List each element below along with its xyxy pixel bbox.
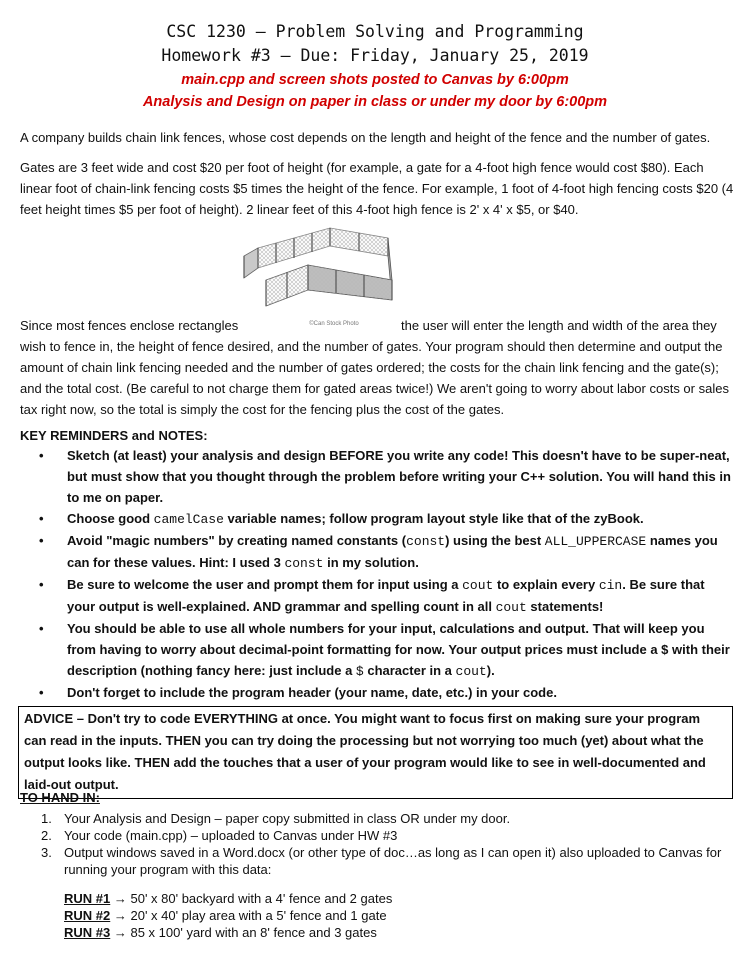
key-reminders-heading: KEY REMINDERS and NOTES: [20,428,208,443]
key-reminders-list [20,445,736,703]
run-item: RUN #1 → 50' x 80' backyard with a 4' fence and 2 gates [64,891,393,906]
fence-image [238,220,398,330]
bullet-icon: • [39,448,44,463]
code-camelcase: camelCase [153,512,224,527]
since-start: Since most fences enclose rectangles [20,318,239,333]
code-all-uppercase: ALL_UPPERCASE [544,534,647,549]
bullet-icon: • [39,621,44,636]
bullet-icon: • [39,577,44,592]
code-cout: cout [495,600,527,615]
list-item: 1. Your Analysis and Design – paper copy submitted in class OR under my door. [41,811,511,826]
image-watermark: ©Can Stock Photo [309,321,359,327]
gates-paragraph: Gates are 3 feet wide and cost $20 per foot of height (for example, a gate for a 4-foot high fence would cost $80). Each linear foot of chain-link fencing costs $5 times the height of the fence. For example, 1 foot of 4-foot high fencing costs $20 (4 feet height times $5 per foot of height). 2 linear feet of this 4-foot high fence is 2' x 4' x $5, or $40. [20,160,734,217]
arrow-icon: → [113,891,127,906]
list-item: 2. Your code (main.cpp) – uploaded to Canvas under HW #3 [41,828,398,843]
list-item: • You should be able to use all whole numbers for your input, calculations and output. That will keep you from having to worry about decimal-point formatting for now. Your output prices must include a $ with their description (nothing fancy here: just include a $ character in a cout). [20,618,736,682]
hand-in-list [20,810,736,878]
since-first-line [20,315,738,336]
arrow-icon: → [113,925,127,940]
hand-in-heading: TO HAND IN: [20,790,100,805]
run-item: RUN #3 → 85 x 100' yard with an 8' fence and 3 gates [64,925,377,940]
list-item: • Avoid "magic numbers" by creating named constants (const) using the best ALL_UPPERCASE names you can for these values. Hint: I used 3 const in my solution. [20,530,736,574]
bullet-icon: • [39,511,44,526]
list-item: • Sketch (at least) your analysis and design BEFORE you write any code! This doesn't have to be super-neat, but must show that you thought through the problem before writing your C++ solution. You will hand this in to me on paper. [20,445,736,508]
arrow-icon: → [113,908,127,923]
advice-box: ADVICE – Don't try to code EVERYTHING at once. You might want to focus first on making sure your program can read in the inputs. THEN you can try doing the processing but not worrying too much (yet) about what the output looks like. THEN add the touches that a user of your program would like to see in well-documented and laid-out output. [18,706,733,799]
list-item: • Don't forget to include the program header (your name, date, etc.) in your code. [20,682,736,703]
code-const: const [406,534,446,549]
intro-paragraph: A company builds chain link fences, whose cost depends on the length and height of the fence and the number of gates. [20,130,711,145]
list-item: 3. Output windows saved in a Word.docx (or other type of doc…as long as I can open it) also uploaded to Canvas for running your program with this data: [41,845,722,877]
bullet-icon: • [39,685,44,700]
bullet-icon: • [39,533,44,548]
code-cout: cout [462,578,494,593]
run-data-list [64,890,392,941]
run-item: RUN #2 → 20' x 40' play area with a 5' fence and 1 gate [64,908,387,923]
since-paragraph [20,315,738,420]
homework-due-line: Homework #3 – Due: Friday, January 25, 2019 [161,46,589,65]
code-cout: cout [455,664,487,679]
since-rest1: the user will enter the length and width of the area they [401,318,717,333]
submission-note-canvas: main.cpp and screen shots posted to Canvas by 6:00pm [181,72,569,88]
submission-note-paper: Analysis and Design on paper in class or under my door by 6:00pm [142,94,608,110]
since-body: wish to fence in, the height of fence desired, and the number of gates. Your program should then determine and output the amount of chain link fencing needed and the number of gates ordered; the costs for the chain link fencing and the gate(s); and the total cost. (Be careful to not charge them for gated areas twice!) We aren't going to worry about labor costs or sales tax right now, so the total is simply the cost for the fencing plus the cost of the gates. [20,339,729,417]
list-item: • Be sure to welcome the user and prompt them for input using a cout to explain every cin. Be sure that your output is well-explained. AND grammar and spelling count in all cout statements! [20,574,736,618]
code-cin: cin [598,578,623,593]
code-dollar: $ [355,664,364,679]
course-title: CSC 1230 – Problem Solving and Programming [166,22,584,41]
list-item: • Choose good camelCase variable names; follow program layout style like that of the zyBook. [20,508,736,530]
code-const: const [284,556,324,571]
